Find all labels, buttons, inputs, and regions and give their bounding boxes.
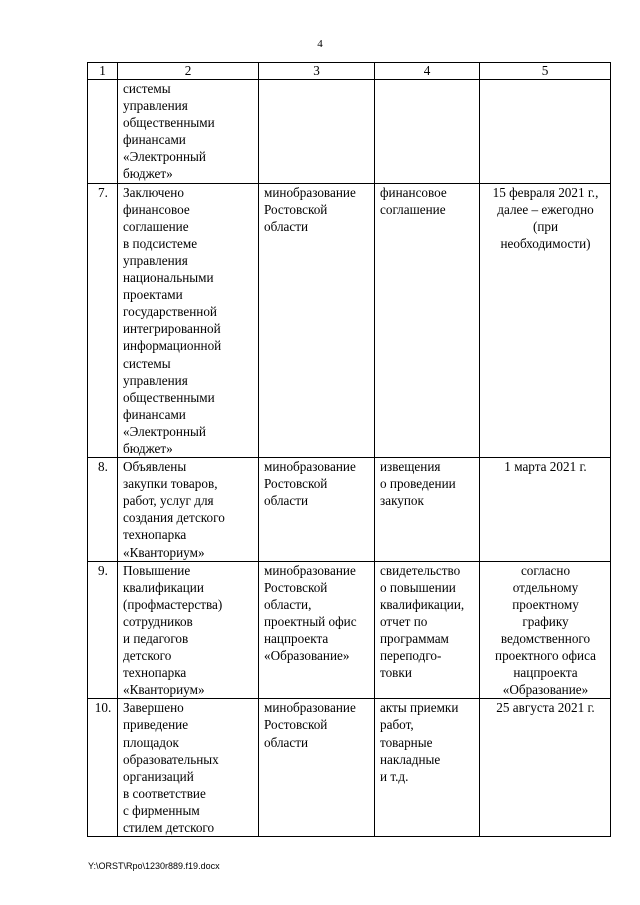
event-cell [118, 183, 259, 458]
cell-text-line: финансами [123, 406, 186, 422]
cell-text-line: образовательных [123, 751, 219, 767]
table-row [88, 80, 611, 184]
column-header: 1 [88, 63, 118, 80]
cell-text-line: Ростовской [264, 579, 328, 595]
cell-text-line: свидетельство [380, 562, 461, 578]
cell-text-line: (при [532, 218, 559, 234]
plan-table [87, 62, 611, 837]
deadline-cell [480, 561, 611, 699]
cell-text-line: «Образование» [264, 648, 350, 664]
cell-text-line: извещения [380, 459, 441, 475]
cell-text-line: нацпроекта [513, 665, 578, 681]
row-number-cell: 9. [88, 561, 118, 699]
table-row [88, 699, 611, 837]
cell-text-line: закупок [380, 493, 424, 509]
result-cell [375, 699, 480, 837]
cell-text-line: области [264, 218, 309, 234]
cell-text-line: детского [123, 648, 172, 664]
cell-text-line: интегрированной [123, 321, 221, 337]
cell-text-line: минобразование [264, 562, 356, 578]
cell-text-line: ведомственного [500, 631, 591, 646]
cell-text-line: с фирменным [123, 802, 200, 818]
table-header-row [88, 63, 611, 80]
file-path-footer: Y:\ORST\Rpo\1230r889.f19.docx [88, 861, 220, 871]
cell-text-line: Завершено [123, 700, 184, 716]
cell-text-line: минобразование [264, 459, 356, 475]
cell-text-line: площадок [123, 734, 179, 750]
cell-text-line: накладные [380, 751, 441, 767]
cell-text-line: общественными [123, 389, 215, 405]
cell-text-line: создания детского [123, 510, 225, 526]
cell-text-line: о проведении [380, 476, 456, 492]
cell-text-line: минобразование [264, 184, 356, 200]
table-row [88, 183, 611, 458]
cell-text-line: проектный офис [264, 613, 357, 629]
cell-text-line: отдельному [512, 579, 579, 595]
cell-text-line: сотрудников [123, 613, 193, 629]
cell-text-line: бюджет» [123, 166, 173, 182]
cell-text-line: приведение [123, 717, 189, 733]
column-header: 2 [118, 63, 259, 80]
responsible-cell [259, 699, 375, 837]
result-cell [375, 561, 480, 699]
cell-text-line: и т.д. [380, 768, 409, 784]
cell-text-line: нацпроекта [264, 631, 329, 646]
cell-text-line: 15 февраля 2021 г., [492, 184, 599, 200]
cell-text-line: «Электронный [123, 423, 206, 439]
table-row [88, 458, 611, 562]
cell-text-line: области, [264, 596, 312, 612]
deadline-cell [480, 699, 611, 837]
cell-text-line: общественными [123, 115, 215, 131]
cell-text-line: минобразование [264, 700, 356, 716]
deadline-cell [480, 80, 611, 184]
cell-text-line: согласно [520, 562, 571, 578]
cell-text-line: «Электронный [123, 149, 206, 165]
cell-text-line: «Кванториум» [123, 544, 205, 560]
cell-text-line: финансовое [380, 184, 447, 200]
cell-text-line: квалификации, [380, 596, 465, 612]
cell-text-line: отчет по [380, 613, 428, 629]
cell-text-line: «Образование» [502, 682, 589, 698]
responsible-cell [259, 561, 375, 699]
cell-text-line: технопарка [123, 527, 187, 543]
cell-text-line: необходимости) [500, 235, 591, 251]
cell-text-line: программам [380, 631, 449, 646]
cell-text-line: в подсистеме [123, 235, 198, 251]
cell-text-line: системы [123, 355, 171, 371]
cell-text-line: Объявлены [123, 459, 187, 475]
column-header: 3 [259, 63, 375, 80]
responsible-cell [259, 183, 375, 458]
cell-text-line: работ, услуг для [123, 493, 214, 509]
row-number-cell: 8. [88, 458, 118, 562]
cell-text-line: закупки товаров, [123, 476, 218, 492]
column-header: 5 [480, 63, 611, 80]
deadline-cell [480, 183, 611, 458]
cell-text-line: далее – ежегодно [497, 201, 594, 217]
cell-text-line: финансами [123, 132, 186, 148]
event-cell [118, 458, 259, 562]
event-cell [118, 80, 259, 184]
cell-text-line: государственной [123, 304, 217, 320]
row-number-cell: 10. [88, 699, 118, 837]
cell-text-line: товки [380, 665, 412, 681]
cell-text-line: национальными [123, 270, 214, 286]
cell-text-line: Заключено [123, 184, 184, 200]
cell-text-line: технопарка [123, 665, 187, 681]
table-row [88, 561, 611, 699]
result-cell [375, 458, 480, 562]
cell-text-line: бюджет» [123, 440, 173, 456]
result-cell [375, 183, 480, 458]
cell-text-line: о повышении [380, 579, 456, 595]
cell-text-line: стилем детского [123, 820, 215, 836]
row-number-cell [88, 80, 118, 184]
cell-text-line: области [264, 493, 309, 509]
cell-text-line: финансовое [123, 201, 190, 217]
cell-text-line: Ростовской [264, 201, 328, 217]
cell-text-line: Повышение [123, 562, 191, 578]
cell-text-line: и педагогов [123, 631, 189, 646]
cell-text-line: работ, [380, 717, 414, 733]
cell-text-line: переподго- [380, 648, 442, 664]
cell-text-line: 1 марта 2021 г. [504, 459, 587, 475]
cell-text-line: проектами [123, 287, 183, 303]
cell-text-line: проектному [512, 596, 579, 612]
cell-text-line: организаций [123, 768, 194, 784]
page-number: 4 [317, 38, 323, 50]
cell-text-line: соглашение [123, 218, 189, 234]
cell-text-line: соглашение [380, 201, 446, 217]
cell-text-line: акты приемки [380, 700, 459, 716]
cell-text-line: в соответствие [123, 785, 206, 801]
deadline-cell [480, 458, 611, 562]
cell-text-line: системы [123, 81, 171, 96]
cell-text-line: 25 августа 2021 г. [496, 700, 595, 716]
event-cell [118, 699, 259, 837]
cell-text-line: проектного офиса [495, 648, 596, 664]
cell-text-line: (профмастерства) [123, 596, 223, 612]
cell-text-line: информационной [123, 338, 222, 354]
event-cell [118, 561, 259, 699]
cell-text-line: товарные [380, 734, 433, 750]
cell-text-line: графику [522, 613, 569, 629]
cell-text-line: Ростовской [264, 476, 328, 492]
cell-text-line: области [264, 734, 309, 750]
cell-text-line: управления [123, 252, 188, 268]
row-number-cell: 7. [88, 183, 118, 458]
cell-text-line: управления [123, 98, 188, 114]
cell-text-line: квалификации [123, 579, 204, 595]
responsible-cell [259, 458, 375, 562]
cell-text-line: Ростовской [264, 717, 328, 733]
column-header: 4 [375, 63, 480, 80]
cell-text-line: «Кванториум» [123, 682, 205, 698]
responsible-cell [259, 80, 375, 184]
cell-text-line: управления [123, 372, 188, 388]
result-cell [375, 80, 480, 184]
